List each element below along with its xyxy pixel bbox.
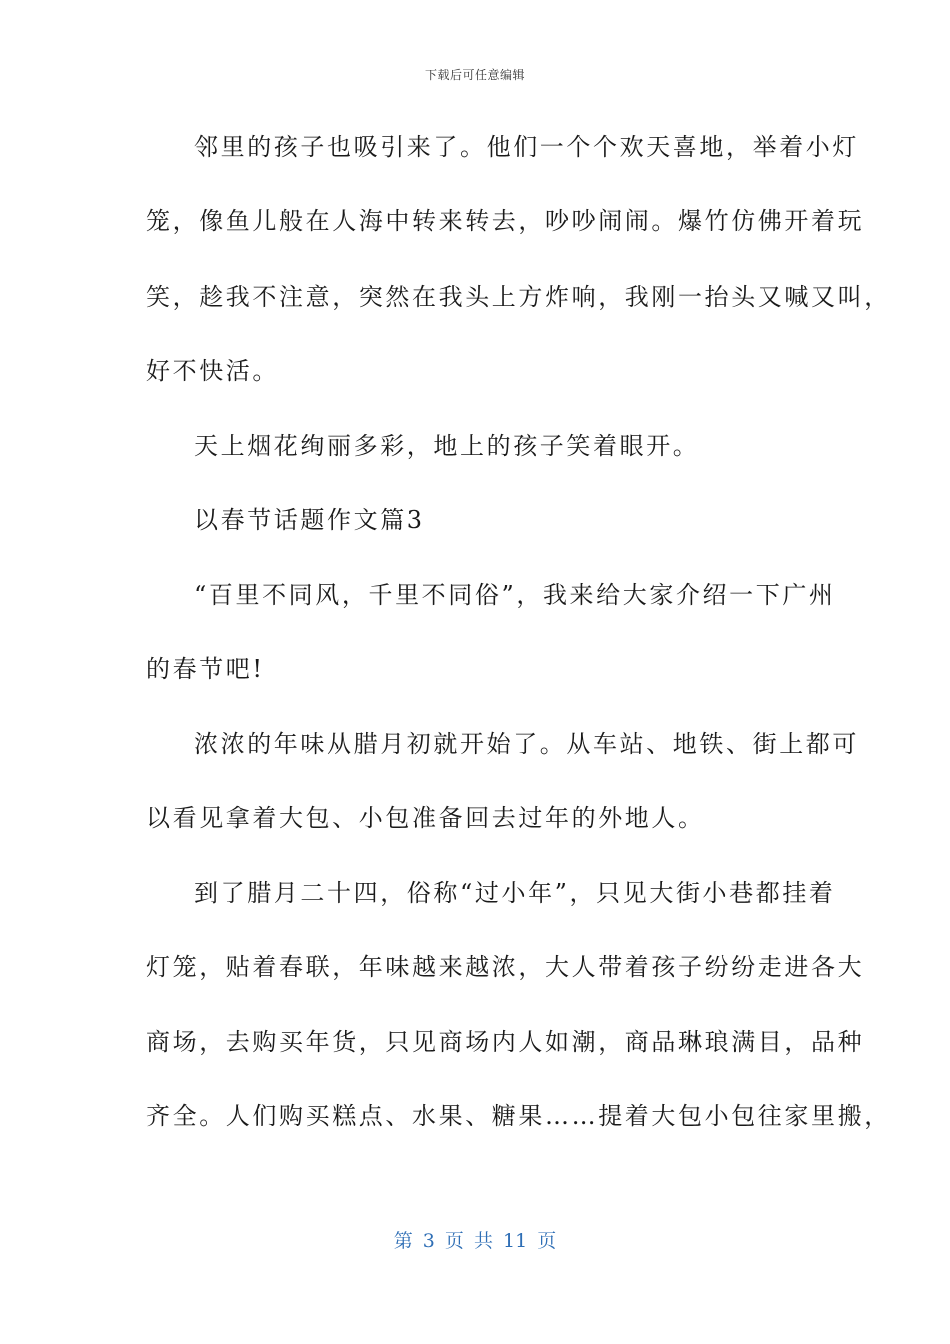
- text-line: “百里不同风，千里不同俗”，我来给大家介绍一下广州: [194, 581, 836, 609]
- text-line: 灯笼，贴着春联，年味越来越浓，大人带着孩子纷纷走进各大: [146, 953, 865, 981]
- page-footer: 第 3 页 共 11 页: [393, 1230, 557, 1252]
- text-line: 浓浓的年味从腊月初就开始了。从车站、地铁、街上都可: [194, 730, 859, 758]
- text-line: 邻里的孩子也吸引来了。他们一个个欢天喜地，举着小灯: [194, 133, 859, 161]
- text-line: 天上烟花绚丽多彩，地上的孩子笑着眼开。: [194, 432, 700, 460]
- text-line: 商场，去购买年货，只见商场内人如潮，商品琳琅满目，品种: [146, 1028, 865, 1056]
- page-header: 下载后可任意编辑: [424, 68, 525, 82]
- section-heading: 以春节话题作文篇3: [194, 506, 425, 534]
- text-line: 以看见拿着大包、小包准备回去过年的外地人。: [146, 804, 705, 832]
- text-line: 到了腊月二十四，俗称“过小年”，只见大街小巷都挂着: [194, 879, 836, 907]
- text-line: 好不快活。: [146, 357, 279, 385]
- text-line: 笑，趁我不注意，突然在我头上方炸响，我刚一抬头又喊又叫，: [146, 283, 891, 311]
- text-line: 的春节吧!: [146, 655, 265, 683]
- text-line: 笼，像鱼儿般在人海中转来转去，吵吵闹闹。爆竹仿佛开着玩: [146, 207, 865, 235]
- text-line: 齐全。人们购买糕点、水果、糖果……提着大包小包往家里搬，: [146, 1102, 891, 1130]
